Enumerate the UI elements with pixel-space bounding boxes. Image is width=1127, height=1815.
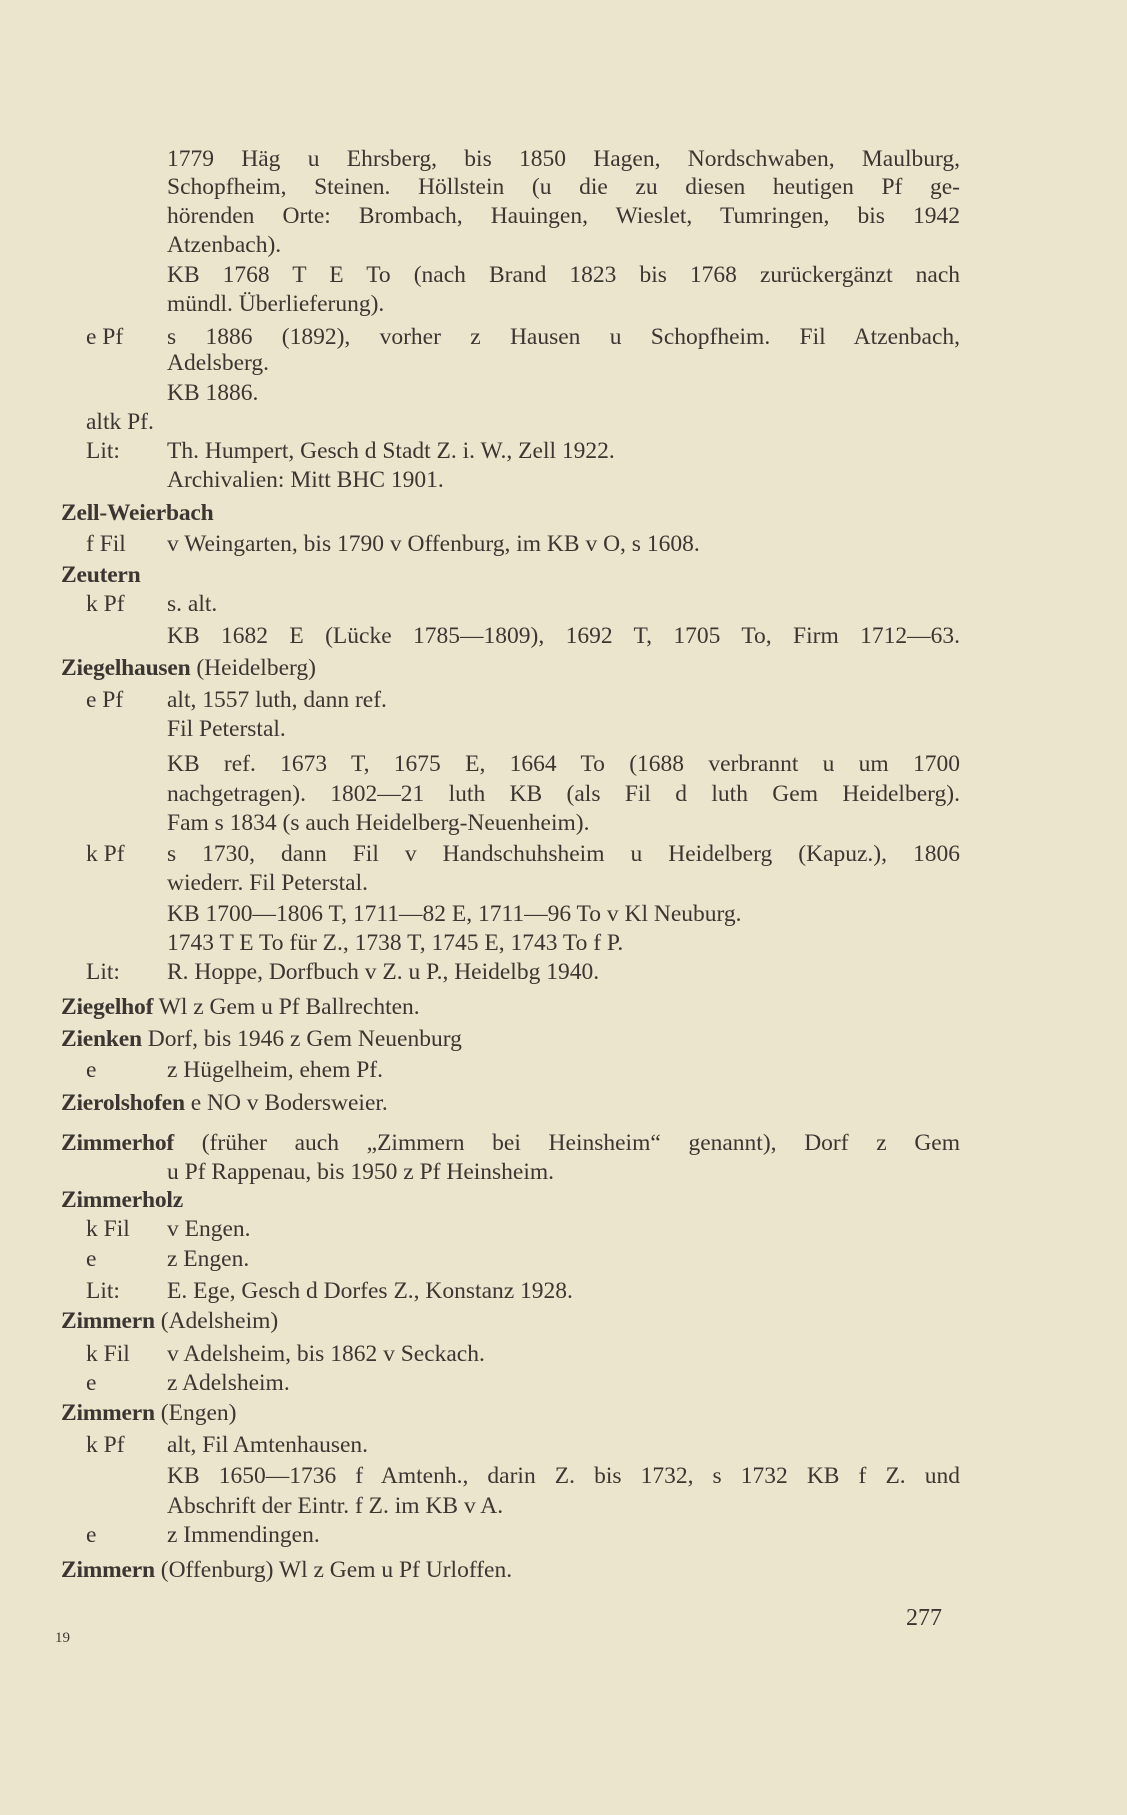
text-line (0, 808, 1127, 838)
text-line (0, 621, 1127, 651)
signature-mark: 19 (55, 1630, 70, 1646)
line-label: e (86, 1057, 97, 1083)
headword: Zeutern (61, 562, 141, 588)
text-line (0, 1157, 1127, 1187)
text-line (0, 1430, 1127, 1460)
text-line (0, 465, 1127, 495)
text-line (0, 348, 1127, 378)
text-line (0, 1244, 1127, 1274)
line-label: e Pf (86, 687, 124, 713)
text-line (0, 436, 1127, 466)
line-label: f Fil (86, 531, 126, 557)
text-line (0, 839, 1127, 869)
line-text: KB 1886. (167, 380, 259, 406)
line-text: wiederr. Fil Peterstal. (167, 870, 369, 896)
entry-headword (0, 1024, 1127, 1054)
text-line (0, 1214, 1127, 1244)
line-text: KB 1650—1736 f Amtenh., darin Z. bis 1732, s 1732 KB f Z. und (167, 1463, 960, 1489)
line-text: v Engen. (167, 1216, 251, 1242)
line-text: KB 1768 T E To (nach Brand 1823 bis 1768 zurückergänzt nach (167, 262, 960, 288)
text-line (0, 957, 1127, 987)
text-line (0, 230, 1127, 260)
text-line (0, 749, 1127, 779)
line-label: Lit: (86, 438, 120, 464)
text-line (0, 260, 1127, 290)
line-text: z Immendingen. (167, 1522, 320, 1548)
line-text: Th. Humpert, Gesch d Stadt Z. i. W., Zell 1922. (167, 438, 615, 464)
line-text: v Adelsheim, bis 1862 v Seckach. (167, 1341, 485, 1367)
entry-headword (0, 653, 1127, 683)
text-line (0, 1520, 1127, 1550)
line-label: e (86, 1370, 97, 1396)
line-text: e NO v Bodersweier. (190, 1090, 388, 1116)
line-text: (Engen) (160, 1400, 237, 1426)
text-line (0, 144, 1127, 174)
line-text: alt, 1557 luth, dann ref. (167, 687, 387, 713)
line-label: altk Pf. (86, 409, 154, 435)
entry-headword (0, 1555, 1127, 1585)
line-text: KB 1700—1806 T, 1711—82 E, 1711—96 To v Kl Neuburg. (167, 901, 742, 927)
line-text: E. Ege, Gesch d Dorfes Z., Konstanz 1928. (167, 1278, 573, 1304)
line-text: Adelsberg. (167, 350, 270, 376)
text-line (0, 378, 1127, 408)
line-text: (Offenburg) Wl z Gem u Pf Urloffen. (160, 1557, 513, 1583)
entry-headword (0, 1185, 1127, 1215)
line-text: v Weingarten, bis 1790 v Offenburg, im KB v O, s 1608. (167, 531, 700, 557)
line-label: k Pf (86, 591, 125, 617)
headword: Zimmern (61, 1308, 155, 1334)
line-label: e (86, 1246, 97, 1272)
line-text: hörenden Orte: Brombach, Hauingen, Wieslet, Tumringen, bis 1942 (167, 203, 960, 229)
line-label: k Pf (86, 1432, 125, 1458)
line-text: KB ref. 1673 T, 1675 E, 1664 To (1688 verbrannt u um 1700 (167, 751, 960, 777)
line-text: s. alt. (167, 591, 218, 617)
headword: Zell-Weierbach (61, 500, 214, 526)
line-label: Lit: (86, 1278, 120, 1304)
line-label: Lit: (86, 959, 120, 985)
entry-headword (0, 1306, 1127, 1336)
line-label: e (86, 1522, 97, 1548)
headword: Zienken (61, 1026, 142, 1052)
line-text: 1779 Häg u Ehrsberg, bis 1850 Hagen, Nordschwaben, Maulburg, (167, 146, 960, 172)
line-label: k Fil (86, 1341, 130, 1367)
text-line (0, 685, 1127, 715)
line-label: e Pf (86, 324, 124, 350)
text-line (0, 1339, 1127, 1369)
text-line (0, 1491, 1127, 1521)
line-text: Schopfheim, Steinen. Höllstein (u die zu diesen heutigen Pf ge- (167, 174, 960, 200)
text-line (0, 407, 1127, 437)
page-number: 277 (906, 1605, 942, 1631)
text-line (0, 529, 1127, 559)
text-line (0, 201, 1127, 231)
text-line (0, 289, 1127, 319)
text-line (0, 1461, 1127, 1491)
text-line (0, 172, 1127, 202)
headword: Ziegelhof (61, 994, 154, 1020)
text-line (0, 1368, 1127, 1398)
text-line (0, 1055, 1127, 1085)
headword: Zimmern (61, 1400, 155, 1426)
line-text: z Engen. (167, 1246, 250, 1272)
line-text: KB 1682 E (Lücke 1785—1809), 1692 T, 1705 To, Firm 1712—63. (167, 623, 960, 649)
line-label: k Fil (86, 1216, 130, 1242)
line-text: s 1730, dann Fil v Handschuhsheim u Heidelberg (Kapuz.), 1806 (167, 841, 960, 867)
line-text: Fam s 1834 (s auch Heidelberg-Neuenheim). (167, 810, 590, 836)
line-text: R. Hoppe, Dorfbuch v Z. u P., Heidelbg 1940. (167, 959, 600, 985)
headword: Zimmern (61, 1557, 155, 1583)
entry-headword (0, 1128, 1127, 1158)
headword: Zierolshofen (61, 1090, 185, 1116)
text-line (0, 899, 1127, 929)
text-line (0, 714, 1127, 744)
line-text: 1743 T E To für Z., 1738 T, 1745 E, 1743 To f P. (167, 930, 624, 956)
text-line (0, 1276, 1127, 1306)
line-text: (Heidelberg) (196, 655, 316, 681)
line-text: Fil Peterstal. (167, 716, 286, 742)
line-text: (Adelsheim) (160, 1308, 279, 1334)
line-text: Archivalien: Mitt BHC 1901. (167, 467, 444, 493)
headword: Ziegelhausen (61, 655, 191, 681)
line-text: (früher auch „Zimmern bei Heinsheim“ genannt), Dorf z Gem (201, 1130, 960, 1156)
line-text: s 1886 (1892), vorher z Hausen u Schopfheim. Fil Atzenbach, (167, 324, 960, 350)
line-text: mündl. Überlieferung). (167, 291, 385, 317)
entry-headword (0, 1088, 1127, 1118)
text-line (0, 589, 1127, 619)
line-text: Atzenbach). (167, 232, 282, 258)
line-text: z Adelsheim. (167, 1370, 290, 1396)
entry-headword (0, 1398, 1127, 1428)
entry-headword (0, 560, 1127, 590)
line-text: nachgetragen). 1802—21 luth KB (als Fil d luth Gem Heidelberg). (167, 781, 960, 807)
line-text: Dorf, bis 1946 z Gem Neuenburg (147, 1026, 462, 1052)
line-text: z Hügelheim, ehem Pf. (167, 1057, 384, 1083)
entry-headword (0, 992, 1127, 1022)
text-line (0, 928, 1127, 958)
line-text: Wl z Gem u Pf Ballrechten. (158, 994, 420, 1020)
text-line (0, 868, 1127, 898)
line-text: u Pf Rappenau, bis 1950 z Pf Heinsheim. (167, 1159, 555, 1185)
text-line (0, 779, 1127, 809)
line-text: alt, Fil Amtenhausen. (167, 1432, 369, 1458)
headword: Zimmerholz (61, 1187, 183, 1213)
entry-headword (0, 498, 1127, 528)
headword: Zimmerhof (61, 1130, 175, 1156)
line-label: k Pf (86, 841, 125, 867)
line-text: Abschrift der Eintr. f Z. im KB v A. (167, 1493, 504, 1519)
